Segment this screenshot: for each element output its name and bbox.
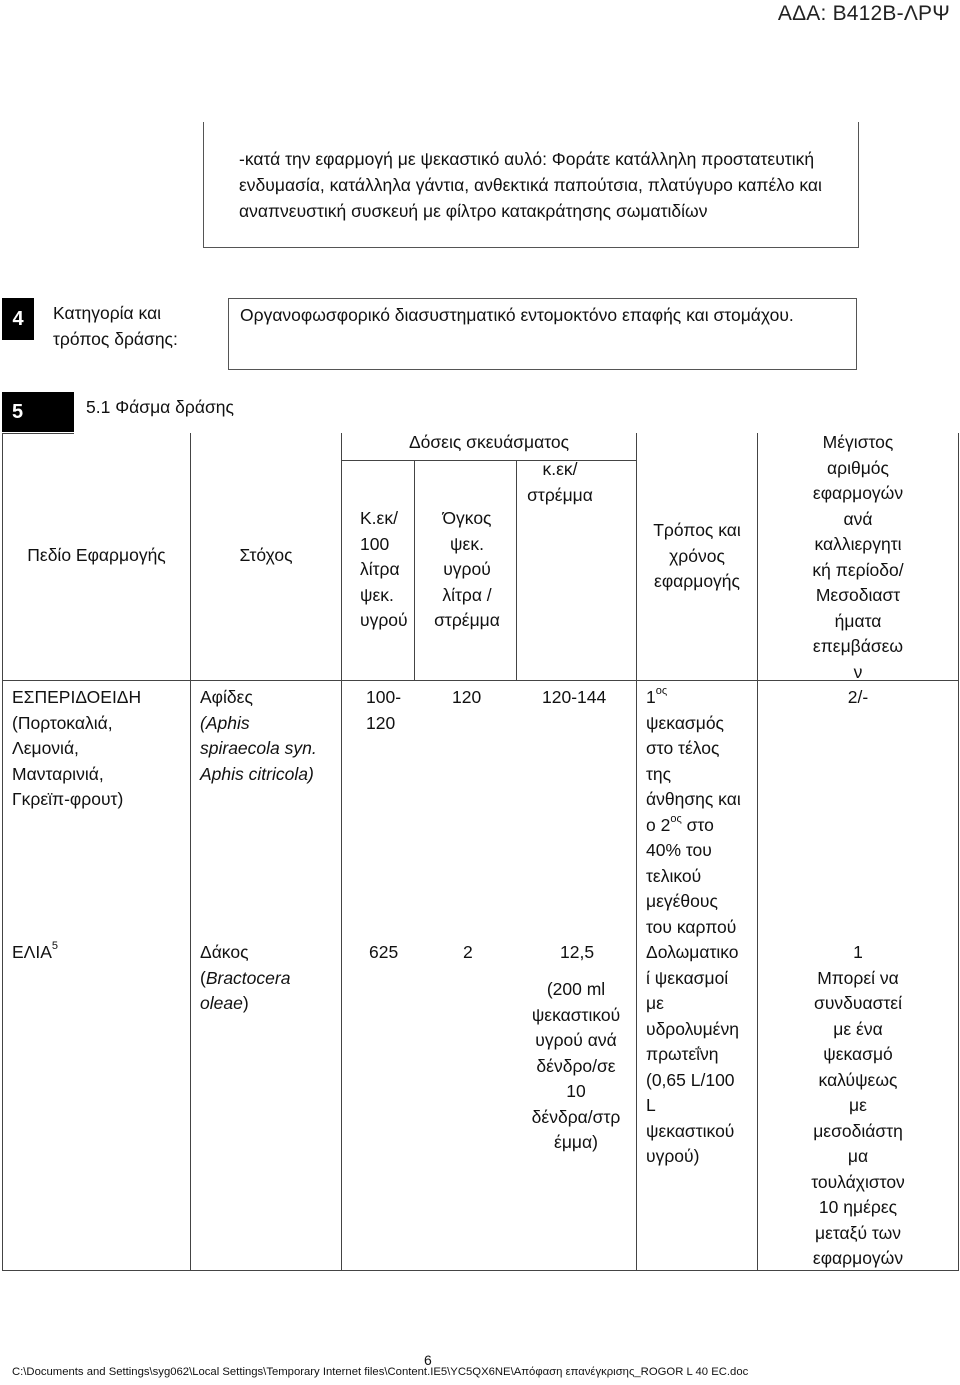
header-volume-line: υγρού [443,559,491,579]
row1-volume: 120 [452,687,482,707]
row1-method-line: του καρπού [646,916,737,937]
header-field: Πεδίο Εφαρμογής [27,545,166,565]
header-target: Στόχος [239,545,293,565]
row2-max-apps-line: καλύψεως [818,1069,898,1090]
header-dose-line: 100 [360,533,390,554]
header-per-stremma-line: κ.εκ/ [542,459,578,479]
header-max-apps-line: εφαρμογών [812,483,904,503]
row2-volume: 2 [463,942,473,962]
row1-field-line: Λεμονιά, [12,738,79,758]
row2-note-line: δένδρα/στρ [531,1106,621,1127]
row2-target-line: Δάκος [200,942,249,962]
category-value-box [228,298,857,370]
row1-target [200,685,340,787]
row2-target-species: oleae [200,993,243,1013]
row1-dose-line: 100- [366,687,402,707]
spectrum-title: 5.1 Φάσμα δράσης [86,397,234,417]
header-volume-line: στρέμμα [434,610,500,630]
row2-method [646,940,756,1170]
row2-method-line: (0,65 L/100 [646,1069,735,1090]
category-label-line1: Κατηγορία και [53,303,162,323]
row2-note-line: δένδρο/σε [536,1055,616,1076]
row1-method-line: άνθησης και [646,789,741,809]
row1-max-apps: 2/- [847,687,869,707]
col-divider-2 [341,433,342,1271]
row2-max-apps-line: μεσοδιάστη [813,1120,903,1141]
row1-method-line: της [646,763,672,784]
header-per-stremma [515,457,605,508]
table-border-top-left [2,433,74,434]
row1-target-line: Aphis citricola) [200,763,314,784]
row2-dose-per100: 625 [369,942,399,962]
header-doses-group: Δόσεις σκευάσματος [408,432,570,452]
header-max-apps-line: επεμβάσεω [812,636,904,656]
row1-method-line: 40% του [646,840,712,860]
row2-per-stremma: 12,5 [560,942,595,962]
row1-field-line: Γκρεϊπ-φρουτ) [12,789,124,809]
section-5-number: 5 [2,392,74,432]
row2-target-genus: Bractocera [205,967,291,988]
row1-field [12,685,187,813]
row2-method-line: με [646,993,664,1013]
header-dose-line: λίτρα [360,559,400,579]
row1-dose-line: 120 [366,712,396,733]
ada-code: ΑΔΑ: Β412Β-ΛΡΨ [777,2,950,25]
row2-per-stremma-note [516,977,636,1156]
row1-field-line: ΕΣΠΕΡΙΔΟΕΙΔΗ [12,687,142,707]
row1-method-line: ψεκασμός [646,712,724,733]
row2-field-main: ΕΛΙΑ [12,942,52,962]
header-max-apps-line: καλλιεργητι [814,534,902,554]
row2-method-line: πρωτεΐνη [646,1044,719,1064]
row1-method-sup2: ος [670,812,682,825]
row2-note-line: (200 ml [546,979,606,999]
row2-note-line: έμμα) [554,1132,598,1152]
row2-max-apps-line: Μπορεί να [817,967,899,988]
row2-method-line: L [646,1095,656,1115]
header-volume [415,506,519,634]
header-method-line: Τρόπος και [653,520,741,540]
row2-max-apps-line: τουλάχιστον [811,1171,905,1192]
row2-max-apps-line: εφαρμογών [812,1248,904,1268]
row2-max-apps-line: μα [847,1146,869,1166]
header-max-apps [758,430,958,685]
row2-target [200,940,340,1017]
header-dose-line: Κ.εκ/ [360,508,398,528]
row2-method-line: ί ψεκασμοί [646,967,729,988]
row1-method-line: στο τέλος [646,738,720,758]
row2-method-line: υγρού) [646,1146,700,1166]
header-method [637,518,757,595]
row2-note-line: ψεκαστικού [531,1004,621,1025]
row2-max-apps-line: με ένα [833,1018,883,1039]
row1-target-line: spiraecola syn. [200,738,317,758]
table-border-right [958,433,959,1271]
row1-method-line: μεγέθους [646,891,718,911]
header-max-apps-line: αριθμός [827,457,889,478]
category-value: Οργανοφωσφορικό διασυστηματικό εντομοκτόνο επαφής και στομάχου. [240,305,794,325]
row2-note-line: 10 [566,1081,586,1101]
row1-method-sup: ος [655,685,668,698]
header-volume-line: Όγκος [442,508,492,528]
category-label-line2: τρόπος δράσης: [53,329,178,349]
ppe-box [203,122,859,248]
row2-method-line: υδρολυμένη [646,1018,739,1039]
header-max-apps-line: κή περίοδο/ [812,559,904,580]
row1-method-ordinal: 1 [646,687,656,707]
row2-max-apps-line: μεταξύ των [814,1222,901,1243]
row1-method-line: τελικού [646,865,702,886]
header-volume-line: λίτρα / [442,584,492,605]
row2-method-line: Δολωματικο [646,942,739,962]
page-number: 6 [424,1352,432,1368]
header-max-apps-line: ήματα [834,610,882,631]
row1-method-ordinal2: ο 2 [646,814,671,835]
category-label [53,300,178,352]
header-max-apps-line: Μέγιστος [822,432,894,452]
row2-max-apps-line: με [849,1095,867,1115]
row2-target-paren: ) [242,993,249,1013]
row2-max-apps-line: ψεκασμό [823,1044,893,1064]
row2-max-apps-line: 10 ημέρες [818,1197,898,1217]
header-max-apps-line: ανά [843,508,873,529]
row1-per-stremma: 120-144 [542,687,607,707]
row1-method-line: στο [686,814,714,835]
row2-max-apps [758,940,958,1272]
header-method-line: χρόνος [669,545,725,566]
row2-method-line: ψεκαστικού [646,1120,735,1141]
header-dose-per100 [360,506,414,634]
row2-target-paren: ( [200,967,206,988]
row2-field [12,940,58,966]
row2-note-line: υγρού ανά [535,1030,617,1050]
header-volume-line: ψεκ. [450,533,484,554]
row1-target-line: Αφίδες [200,687,253,707]
ppe-text: -κατά την εφαρμογή με ψεκαστικό αυλό: Φοράτε κατάλληλη προστατευτική ενδυμασία, κατάλληλα γάντια, ανθεκτικά παπούτσια, πλατύγυρο καπέλο και αναπνευστική συσκευή με φίλτρο κατακράτησης σωματιδίων [239,149,822,221]
header-max-apps-line: Μεσοδιαστ [815,585,901,605]
row2-field-sup: 5 [51,940,59,953]
header-dose-line: ψεκ. [360,584,394,605]
header-max-apps-line: ν [853,661,863,682]
file-path: C:\Documents and Settings\syg062\Local Settings\Temporary Internet files\Content.IE5\YC5QX6NE\Απόφαση επανέγκρισης_ROGOR L 40 EC.doc [12,1366,749,1378]
section-4-number: 4 [2,298,34,340]
row1-field-line: Μανταρινιά, [12,763,104,784]
row1-method [646,685,756,940]
row1-dose-per100 [366,685,414,736]
header-method-line: εφαρμογής [654,571,740,591]
row2-max-apps-line: 1 [853,942,863,962]
row2-max-apps-line: συνδυαστεί [814,993,902,1013]
row1-field-line: (Πορτοκαλιά, [12,712,113,733]
header-per-stremma-line: στρέμμα [527,484,593,505]
row1-target-line: (Aphis [200,712,250,733]
header-dose-line: υγρού [360,610,408,630]
